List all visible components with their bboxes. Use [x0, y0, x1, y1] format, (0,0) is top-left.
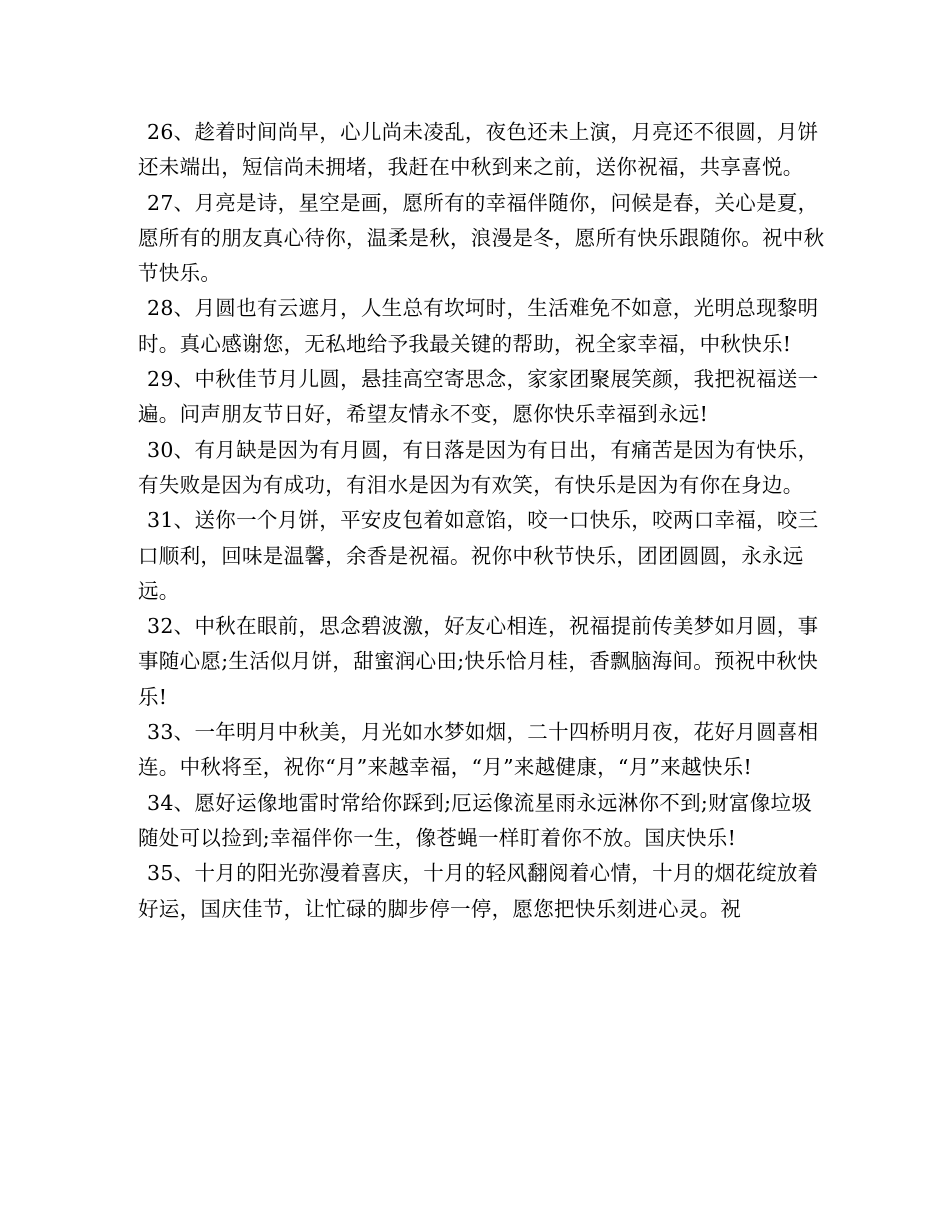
paragraph-26: 26、趁着时间尚早，心儿尚未凌乱，夜色还未上演，月亮还不很圆，月饼还未端出，短信尚未拥堵，我赶在中秋到来之前，送你祝福，共享喜悦。 [138, 120, 819, 180]
paragraph-33: 33、一年明月中秋美，月光如水梦如烟，二十四桥明月夜，花好月圆喜相连。中秋将至，祝你“月”来越幸福，“月”来越健康，“月”来越快乐! [138, 720, 819, 780]
paragraph-30: 30、有月缺是因为有月圆，有日落是因为有日出，有痛苦是因为有快乐，有失败是因为有成功，有泪水是因为有欢笑，有快乐是因为有你在身边。 [138, 437, 819, 497]
paragraph-29: 29、中秋佳节月儿圆，悬挂高空寄思念，家家团聚展笑颜，我把祝福送一遍。问声朋友节日好，希望友情永不变，愿你快乐幸福到永远! [138, 367, 819, 427]
paragraph-35: 35、十月的阳光弥漫着喜庆，十月的轻风翻阅着心情，十月的烟花绽放着好运，国庆佳节，让忙碌的脚步停一停，愿您把快乐刻进心灵。祝 [138, 861, 819, 921]
paragraph-31: 31、送你一个月饼，平安皮包着如意馅，咬一口快乐，咬两口幸福，咬三口顺利，回味是温馨，余香是祝福。祝你中秋节快乐，团团圆圆，永永远远。 [138, 508, 819, 603]
paragraph-34: 34、愿好运像地雷时常给你踩到;厄运像流星雨永远淋你不到;财富像垃圾随处可以捡到;幸福伴你一生，像苍蝇一样盯着你不放。国庆快乐! [138, 790, 813, 850]
paragraph-28: 28、月圆也有云遮月，人生总有坎坷时，生活难免不如意，光明总现黎明时。真心感谢您，无私地给予我最关键的帮助，祝全家幸福，中秋快乐! [138, 296, 819, 356]
paragraph-32: 32、中秋在眼前，思念碧波激，好友心相连，祝福提前传美梦如月圆，事事随心愿;生活似月饼，甜蜜润心田;快乐恰月桂，香飘脑海间。预祝中秋快乐! [138, 614, 819, 709]
paragraph-27: 27、月亮是诗，星空是画，愿所有的幸福伴随你，问候是春，关心是夏，愿所有的朋友真心待你，温柔是秋，浪漫是冬，愿所有快乐跟随你。祝中秋节快乐。 [138, 190, 825, 286]
document-body [138, 115, 828, 927]
